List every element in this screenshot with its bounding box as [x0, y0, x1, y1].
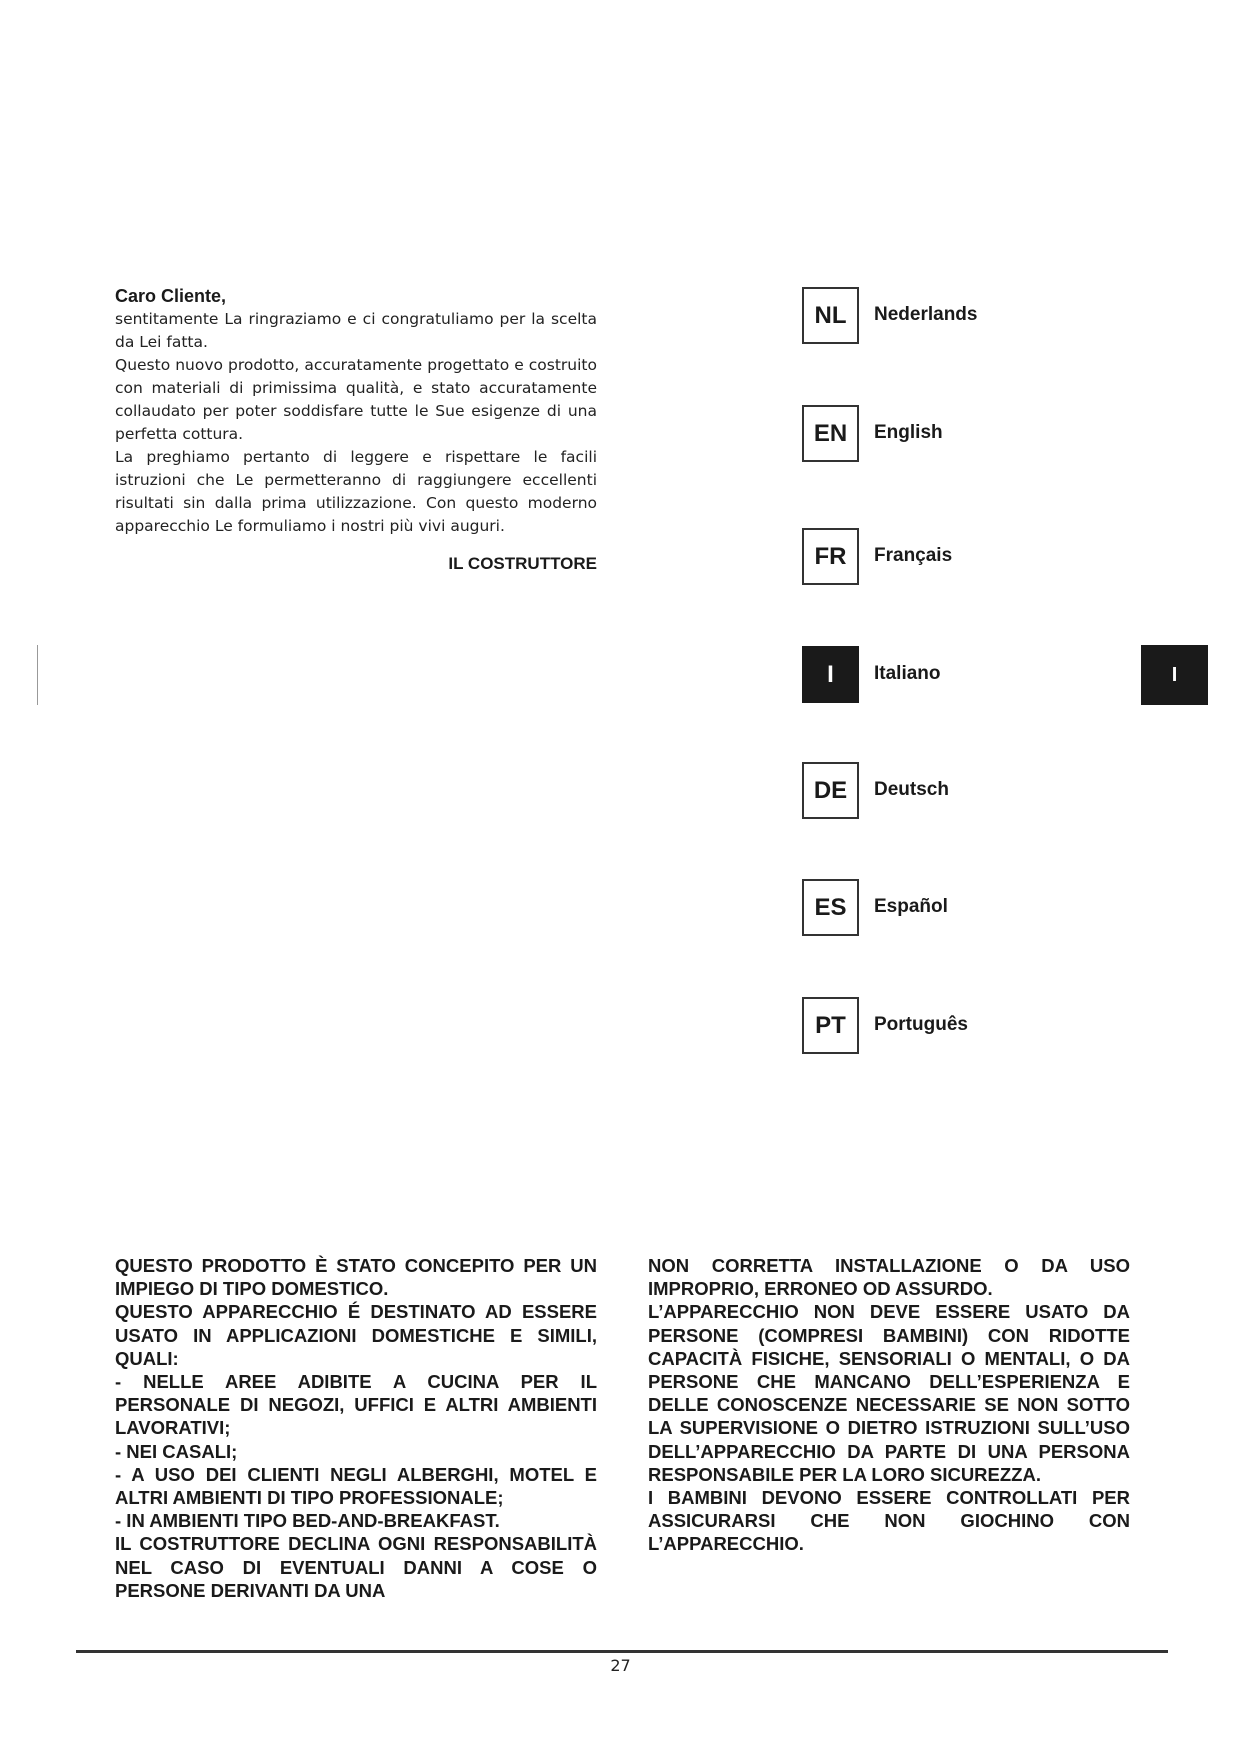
intro-paragraph: sentitamente La ringraziamo e ci congratuliamo per la scelta da Lei fatta.: [115, 310, 597, 351]
language-item-de[interactable]: [802, 762, 1182, 822]
warning-line: - A USO DEI CLIENTI NEGLI ALBERGHI, MOTEL E ALTRI AMBIENTI DI TIPO PROFESSIONALE;: [115, 1463, 597, 1509]
greeting: Caro Cliente,: [115, 286, 227, 306]
page-number: 27: [610, 1656, 631, 1675]
language-item-en[interactable]: [802, 405, 1182, 465]
margin-mark: [37, 645, 38, 705]
warning-line: QUESTO APPARECCHIO É DESTINATO AD ESSERE USATO IN APPLICAZIONI DOMESTICHE E SIMILI, QUALI:: [115, 1301, 597, 1369]
warning-line: - IN AMBIENTI TIPO BED-AND-BREAKFAST.: [115, 1510, 500, 1532]
language-label: Italiano: [874, 663, 941, 684]
warning-right-column: [648, 1254, 1130, 1556]
intro-paragraph: La preghiamo pertanto di leggere e rispettare le facili istruzioni che Le permetteranno di raggiungere eccellenti risultati sin dalla prima utilizzazione. Con questo moderno apparecchio Le formuliamo i nostri più vivi auguri.: [115, 448, 597, 535]
warning-line: - NELLE AREE ADIBITE A CUCINA PER IL PERSONALE DI NEGOZI, UFFICI E ALTRI AMBIENTI LAVORATIVI;: [115, 1371, 597, 1439]
language-code-box: ES: [802, 879, 859, 936]
language-label: Deutsch: [874, 779, 949, 800]
warning-line: I BAMBINI DEVONO ESSERE CONTROLLATI PER ASSICURARSI CHE NON GIOCHINO CON L’APPARECCHIO.: [648, 1487, 1130, 1555]
language-code-box: EN: [802, 405, 859, 462]
language-label: Nederlands: [874, 304, 978, 325]
language-label: Español: [874, 896, 948, 917]
language-label: Português: [874, 1014, 968, 1035]
warning-line: - NEI CASALI;: [115, 1440, 238, 1462]
language-code-box: NL: [802, 287, 859, 344]
language-item-es[interactable]: [802, 879, 1182, 939]
intro-letter: [115, 284, 597, 574]
warning-line: NON CORRETTA INSTALLAZIONE O DA USO IMPROPRIO, ERRONEO OD ASSURDO.: [648, 1255, 1130, 1300]
signature: IL COSTRUTTORE: [448, 554, 597, 573]
side-tab-italiano[interactable]: I: [1141, 645, 1208, 705]
warning-line: IL COSTRUTTORE DECLINA OGNI RESPONSABILITÀ NEL CASO DI EVENTUALI DANNI A COSE O PERSONE DERIVANTI DA UNA: [115, 1533, 597, 1601]
language-item-nl[interactable]: [802, 287, 1182, 347]
language-code-box: PT: [802, 997, 859, 1054]
language-label: English: [874, 422, 943, 443]
language-code-box: DE: [802, 762, 859, 819]
language-item-pt[interactable]: [802, 997, 1182, 1057]
intro-paragraph: Questo nuovo prodotto, accuratamente progettato e costruito con materiali di primissima qualità, e stato accuratamente collaudato per poter soddisfare tutte le Sue esigenze di una perfetta cottura.: [115, 356, 597, 443]
language-code-box: FR: [802, 528, 859, 585]
footer-rule: [76, 1650, 1168, 1653]
language-item-it[interactable]: [802, 646, 1182, 706]
warning-line: QUESTO PRODOTTO È STATO CONCEPITO PER UN IMPIEGO DI TIPO DOMESTICO.: [115, 1255, 597, 1300]
warning-line: L’APPARECCHIO NON DEVE ESSERE USATO DA PERSONE (COMPRESI BAMBINI) CON RIDOTTE CAPACITÀ FISICHE, SENSORIALI O MENTALI, O DA PERSONE CHE MANCANO DELL’ESPERIENZA E DELLE CONOSCENZE NECESSARIE SE NON SOTTO LA SUPERVISIONE O DIETRO ISTRUZIONI SULL’USO DELL’APPARECCHIO DA PARTE DI UNA PERSONA RESPONSABILE PER LA LORO SICUREZZA.: [648, 1301, 1130, 1485]
language-label: Français: [874, 545, 953, 566]
warning-left-column: [115, 1254, 597, 1602]
language-code-box-active: I: [802, 646, 859, 703]
language-item-fr[interactable]: [802, 528, 1182, 588]
